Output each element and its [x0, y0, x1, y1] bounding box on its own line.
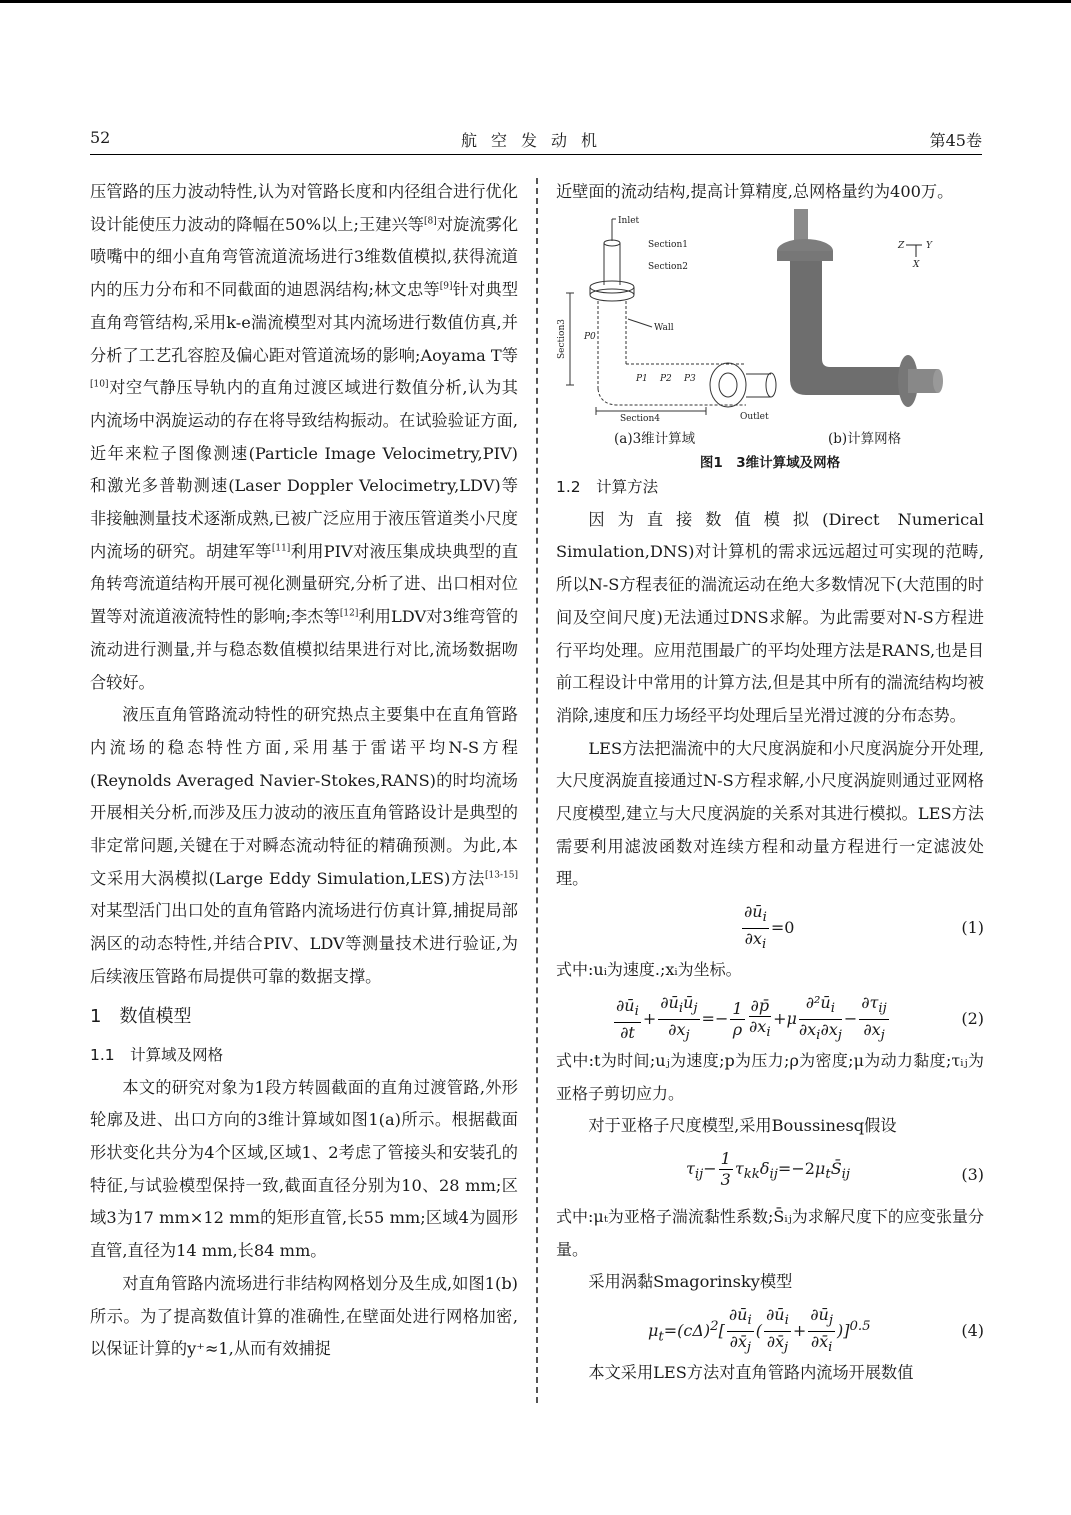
mesh-render — [777, 209, 943, 407]
citation: [11] — [271, 543, 291, 554]
paragraph: 因为直接数值模拟(Direct Numerical Simulation,DNS)对计算机的需求远远超过可实现的范畴,所以N-S方程表征的湍流运动在绝大多数情况下(大范围的时间及空间尺度)无法通过DNS求解。为此需要对N-S方程进行平均处理。应用范围最广的平均处理方法是RANS,也是目前工程设计中常用的计算方法,但是其中所有的湍流结构均被消除,速度和压力场经平均处理后呈光滑过渡的分布态势。 — [556, 509, 984, 725]
label-inlet: Inlet — [618, 215, 640, 226]
figure-1 — [556, 209, 984, 471]
paragraph: LES方法把湍流中的大尺度涡旋和小尺度涡旋分开处理,大尺度涡旋直接通过N-S方程求解,小尺度涡旋则通过亚网格尺度模型,建立与大尺度涡旋的关系对其进行模拟。LES方法需要利用滤波函数对连续方程和动量方程进行一定滤波处理。 — [556, 738, 984, 889]
equation-note: 式中:t为时间;uⱼ为速度;p为压力;ρ为密度;μ为动力黏度;τᵢⱼ为亚格子剪切应力。 — [556, 1050, 984, 1103]
volume-label: 第45卷 — [929, 131, 982, 150]
citation: [8] — [424, 216, 437, 227]
subsection-heading: 1.2 计算方法 — [556, 477, 659, 496]
left-column — [90, 176, 518, 1366]
section-heading: 1 数值模型 — [90, 1005, 192, 1027]
axis-triad — [906, 245, 922, 257]
subcaption-b: (b)计算网格 — [828, 430, 902, 447]
equation-3: $\tau_{ij}-$ $\frac{1}{3}$ $\tau_{kk}\delta_{ij}=-2\mu_tS̄_{ij}$ (3) — [556, 1143, 984, 1201]
equation-1: $\frac{\partial ū_i}{\partial x_i}$ =0 (1) — [744, 902, 984, 953]
equation-number: (4) — [961, 1321, 984, 1341]
citation: [13-15] — [485, 870, 518, 881]
citation: [12] — [339, 608, 359, 619]
journal-title: 航空发动机 — [460, 131, 611, 150]
equation-number: (1) — [961, 918, 984, 938]
label-section4: Section4 — [620, 413, 660, 423]
right-column — [556, 176, 984, 1390]
paragraph: 本文的研究对象为1段方转圆截面的直角过渡管路,外形轮廓及进、出口方向的3维计算域如图1(a)所示。根据截面形状变化共分为4个区域,区域1、2考虑了管接头和安装孔的特征,与试验模型保持一致,截面直径分别为10、28 mm;区域3为17 mm×12 mm的矩形直管,长55 mm;区域4为圆形直管,直径为14 mm,长84 mm。 — [90, 1077, 518, 1261]
running-header — [90, 128, 982, 154]
paragraph: 近壁面的流动结构,提高计算精度,总网格量约为400万。 — [556, 182, 954, 201]
label-outlet: Outlet — [740, 411, 769, 422]
paragraph: 采用涡黏Smagorinsky模型 — [588, 1272, 793, 1292]
label-section2: Section2 — [648, 261, 688, 272]
equation-2: $\frac{\partial ū_i}{\partial t}$ + $\frac{\partial ū_iū_j}{\partial x_j}$ =− $\frac{1}{\rho}$ $\frac{\partial p̄}{\partial x_i}$ +μ $\frac{\partial^2ū_i}{\partial x_i\partial x_j}$ − $\frac{\partial\tau_{ij}}{\partial x_j}$ (2) — [616, 992, 984, 1044]
subsection-heading: 1.1 计算域及网格 — [90, 1045, 224, 1064]
equation-4: $\mu_t=(c\Delta)^2$[ $\frac{\partial ū_i}{\partial x̄_j}$ ( $\frac{\partial ū_i}{\partial x̄_j}$ + $\frac{\partial ū_j}{\partial x̄_i}$ )]$^{0.5}$ (4) — [648, 1305, 984, 1356]
paragraph: 对直角管路内流场进行非结构网格划分及生成,如图1(b)所示。为了提高数值计算的准确性,在壁面处进行网格加密,以保证计算的y⁺≈1,从而有效捕捉 — [90, 1273, 518, 1359]
column-divider — [536, 178, 538, 1403]
citation: [10] — [90, 379, 109, 390]
paragraph: 压管路的压力波动特性,认为对管路长度和内径组合进行优化设计能使压力波动的降幅在50%以上;王建兴等[8]对旋流雾化喷嘴中的细小直角弯管流道流场进行3维数值模拟,获得流道内的压力分布和不同截面的迪恩涡结构;林文忠等[9]针对典型直角弯管结构,采用k-e湍流模型对其内流场进行数值仿真,并分析了工艺孔容腔及偏心距对管道流场的影响;Aoyama T等[10]对空气静压导轨内的直角过渡区域进行数值分析,认为其内流场中涡旋运动的存在将导致结构振动。在试验验证方面,近年来粒子图像测速(Particle Image Velocimetry,PIV)和激光多普勒测速(Laser Doppler Velocimetry,LDV)等非接触测量技术逐渐成熟,已被广泛应用于液压管道类小尺度内流场的研究。胡建军等[11]利用PIV对液压集成块典型的直角转弯流道结构开展可视化测量研究,分析了进、出口相对位置等对流道液流特性的影响;李杰等[12]利用LDV对3维弯管的流动进行测量,并与稳态数值模拟结果进行对比,流场数据吻合较好。 — [90, 182, 519, 692]
page-number: 52 — [90, 128, 111, 147]
label-p1: P1 — [636, 373, 648, 384]
paragraph: 本文采用LES方法对直角管路内流场开展数值 — [588, 1363, 914, 1383]
label-p0: P0 — [584, 331, 596, 342]
equation-note: 式中:uᵢ为速度.;xᵢ为坐标。 — [556, 960, 742, 980]
equation-note: 式中:μₜ为亚格子湍流黏性系数;S̄ᵢⱼ为求解尺度下的应变张量分量。 — [556, 1206, 984, 1259]
top-rule — [0, 0, 1071, 3]
axis-z-label: Z — [898, 240, 905, 251]
paragraph: 液压直角管路流动特性的研究热点主要集中在直角管路内流场的稳态特性方面,采用基于雷诺平均N-S方程(Reynolds Averaged Navier-Stokes,RANS)的时均流场开展相关分析,而涉及压力波动的液压直角管路设计是典型的非定常问题,关键在于对瞬态流动特征的精确预测。为此,本文采用大涡模拟(Large Eddy Simulation,LES)方法[13-15]对某型活门出口处的直角管路内流场进行仿真计算,捕捉局部涡区的动态特性,并结合PIV、LDV等测量技术进行验证,为后续液压管路布局提供可靠的数据支撑。 — [90, 705, 518, 986]
citation: [9] — [439, 281, 453, 292]
equation-number: (2) — [961, 1008, 984, 1028]
figure-1-graphic — [556, 209, 984, 423]
equation-number: (3) — [961, 1164, 984, 1184]
header-rule — [90, 154, 982, 155]
label-section3: Section3 — [557, 318, 567, 359]
label-section1: Section1 — [648, 239, 688, 250]
axis-y-label: Y — [926, 240, 932, 251]
label-wall: Wall — [654, 322, 674, 333]
subcaption-a: (a)3维计算域 — [614, 430, 696, 447]
label-p2: P2 — [660, 373, 672, 384]
figure-caption: 图1 3维计算域及网格 — [699, 454, 841, 471]
paragraph: 对于亚格子尺度模型,采用Boussinesq假设 — [588, 1116, 897, 1136]
label-p3: P3 — [684, 373, 696, 384]
axis-x-label: X — [913, 259, 920, 270]
